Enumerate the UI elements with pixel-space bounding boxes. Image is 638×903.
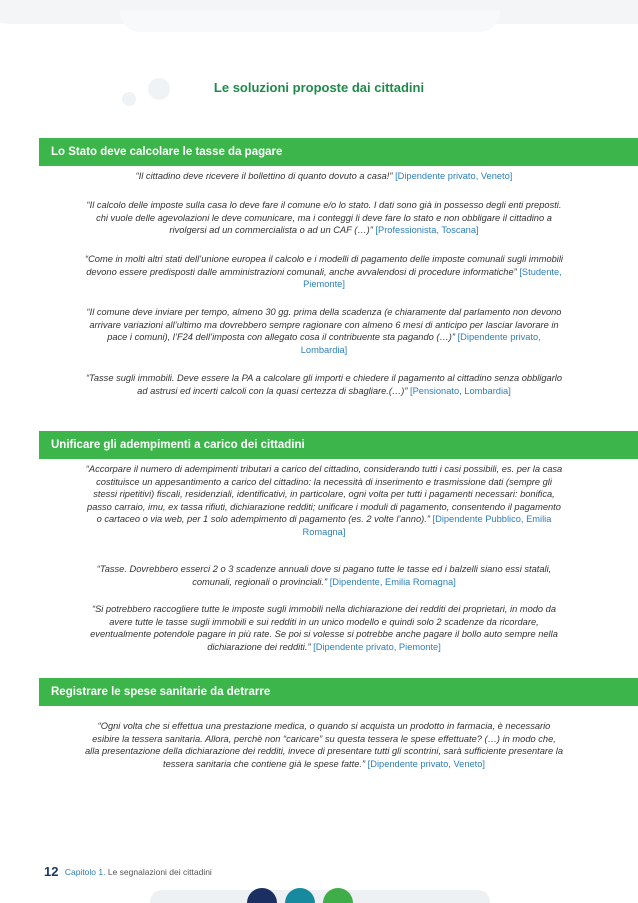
quote-source: [Dipendente privato, Veneto] [395, 171, 513, 181]
section-header-tasse: Lo Stato deve calcolare le tasse da pagare [39, 138, 638, 166]
quote-text: “Ogni volta che si effettua una prestazione medica, o quando si acquista un prodotto in farmacia, è necessario esibire la tessera sanitaria. Allora, perchè non “caricare” su questa tessera le spese effettuate? (…) in modo che, alla presentazione della dichiarazione dei redditi, invece di presentare tutti gli scontrini, sarà sufficiente presentare la tessera sanitaria che contiene già le spese fatte.” [84, 721, 564, 769]
quote-text: “Tasse. Dovrebbero esserci 2 o 3 scadenze annuali dove si pagano tutte le tasse ed i balzelli siano essi statali, comunali, regionali o provinciali.” [96, 564, 552, 587]
quote-text: “Il calcolo delle imposte sulla casa lo deve fare il comune e/o lo stato. I dati sono già in possesso degli enti preposti. chi vuole delle agevolazioni le deve comunicare, ma i conteggi li deve fare lo stato e non obbligare il cittadino a rivolgersi ad un commercialista o ad un CAF (…)” [86, 200, 562, 236]
quote-block [84, 603, 564, 653]
quote-source: [Dipendente privato, Lombardia] [300, 332, 541, 355]
page-footer [44, 864, 212, 879]
quote-block [84, 563, 564, 588]
quote-block [84, 306, 564, 356]
section-header-adempimenti: Unificare gli adempimenti a carico dei cittadini [39, 431, 638, 459]
quote-block [84, 720, 564, 770]
quote-text: “Tasse sugli immobili. Deve essere la PA a calcolare gli importi e chiedere il pagamento al cittadino senza obbligarlo ad astrusi ed incerti calcoli con la quasi certezza di sbagliare.(…)” [85, 373, 563, 396]
quote-block [84, 372, 564, 397]
quote-source: [Dipendente privato, Veneto] [367, 758, 485, 769]
quote-text: “Si potrebbero raccogliere tutte le imposte sugli immobili nella dichiarazione dei redditi dei proprietari, in modo da avere tutte le tasse sugli immobili e sui redditi in un unico modello e quindi solo 2 scadenze da ricordare, eventualmente potendole pagare in più rate. Se poi si volesse si potrebbe anche pagare il bollo auto sempre nella dichiarazione dei redditi.” [90, 604, 558, 652]
page-title: Le soluzioni proposte dai cittadini [213, 80, 425, 95]
quote-source: [Professionista, Toscana] [375, 225, 479, 236]
quote-source: [Dipendente Pubblico, Emilia Romagna] [302, 514, 552, 537]
quote-source: [Dipendente, Emilia Romagna] [329, 576, 456, 587]
quote-source: [Dipendente privato, Piemonte] [313, 641, 441, 652]
quote-block [84, 463, 564, 539]
header-decoration [0, 0, 638, 34]
footer-decoration [0, 880, 638, 903]
quote-text: “Accorpare il numero di adempimenti tributari a carico del cittadino, considerando tutti i casi possibili, es. per la casa costituisce un appesantimento a carico del cittadino: la necessità di inserimento e trasmissione dati (sempre gli stessi ripetitivi) fiscali, residenziali, identificativi, in particolare, ogni volta per tutti i pagamenti necessari: bonifica, passo carraio, imu, ex tassa rifiuti, dichiarazione redditi; unificare i moduli di pagamento, consentendo il pagamento o cartaceo o via web, per 1 solo adempimento di pagamento (es. 2 volte l’anno).” [85, 464, 563, 525]
quote-block [84, 253, 564, 291]
quote-text: “Il cittadino deve ricevere il bollettino di quanto dovuto a casa!” [135, 171, 393, 181]
quote-block [84, 170, 564, 183]
chapter-label: Capitolo 1. [64, 867, 106, 877]
quote-source: [Studente, Piemonte] [303, 266, 562, 290]
section-header-spese-sanitarie: Registrare le spese sanitarie da detrarre [39, 678, 638, 706]
quote-text: “Il comune deve inviare per tempo, almeno 30 gg. prima della scadenza (e chiaramente dal parlamento non devono arrivare variazioni all’ultimo ma dovrebbero sempre ragionare con almeno 6 mesi di anticipo per lasciar lavorare in pace i comuni), l’F24 dell’imposta con allegato cosa il contribuente sta pagando (…)” [86, 307, 562, 343]
quote-text: “Come in molti altri stati dell’unione europea il calcolo e i modelli di pagamento delle imposte comunali sugli immobili devono essere predisposti dalle amministrazioni comunali, anche avvalendosi di procedure informatiche” [85, 254, 563, 277]
quote-source: [Pensionato, Lombardia] [410, 385, 511, 396]
chapter-title: Le segnalazioni dei cittadini [107, 867, 212, 877]
page-number: 12 [44, 864, 59, 879]
quote-block [84, 199, 564, 237]
